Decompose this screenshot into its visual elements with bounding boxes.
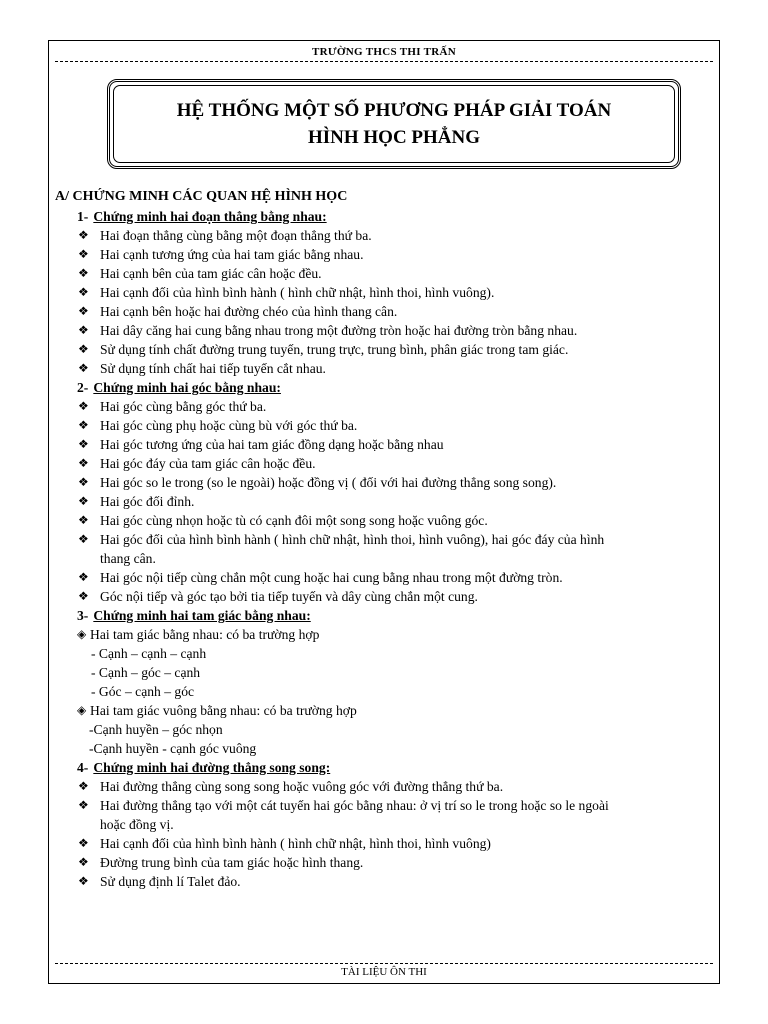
- list-item: ❖ Hai góc so le trong (so le ngoài) hoặc đồng vị ( đối với hai đường thẳng song song).: [78, 475, 557, 490]
- subsection-heading: Chứng minh hai tam giác bằng nhau:: [93, 608, 311, 623]
- four-diamond-bullet-icon: ❖: [78, 418, 89, 432]
- list-item: ❖ Hai góc cùng nhọn hoặc tù có cạnh đôi một song song hoặc vuông góc.: [78, 513, 488, 528]
- four-diamond-bullet-icon: ❖: [78, 513, 89, 527]
- four-diamond-bullet-icon: ❖: [78, 494, 89, 508]
- list-item: ❖ Hai góc nội tiếp cùng chắn một cung hoặc hai cung bằng nhau trong một đường tròn.: [78, 570, 563, 585]
- footer-text: TÀI LIỆU ÔN THI: [341, 966, 427, 978]
- four-diamond-bullet-icon: ❖: [78, 532, 89, 546]
- list-item: ◈ Hai tam giác vuông bằng nhau: có ba trường hợp: [77, 703, 357, 718]
- section-title: A/ CHỨNG MINH CÁC QUAN HỆ HÌNH HỌC: [55, 189, 348, 204]
- list-item: ❖ Hai đoạn thẳng cùng bằng một đoạn thẳng thứ ba.: [78, 228, 372, 243]
- subsection-number: 3-: [77, 608, 89, 623]
- list-item: ❖ Sử dụng tính chất đường trung tuyến, trung trực, trung bình, phân giác trong tam giác.: [78, 342, 569, 357]
- subsection-number: 4-: [77, 760, 89, 775]
- four-diamond-bullet-icon: ❖: [78, 323, 89, 337]
- title-line-1: HỆ THỐNG MỘT SỐ PHƯƠNG PHÁP GIẢI TOÁN: [176, 100, 612, 121]
- four-diamond-bullet-icon: ❖: [78, 304, 89, 318]
- four-diamond-bullet-icon: ❖: [78, 285, 89, 299]
- title-line-2: HÌNH HỌC PHẲNG: [307, 127, 481, 148]
- list-item: ❖ Hai góc đối của hình bình hành ( hình chữ nhật, hình thoi, hình vuông), hai góc đáy của hình thang cân.: [78, 532, 605, 566]
- list-item: ❖ Hai góc tương ứng của hai tam giác đồng dạng hoặc bằng nhau: [78, 437, 444, 452]
- four-diamond-bullet-icon: ❖: [78, 874, 89, 888]
- list-item: ❖ Đường trung bình của tam giác hoặc hình thang.: [78, 855, 364, 870]
- diamond-bullet-icon: ◈: [77, 627, 87, 641]
- subsection-3-title: [55, 606, 711, 625]
- list-item: ❖ Sử dụng tính chất hai tiếp tuyến cắt nhau.: [78, 361, 326, 376]
- title-box: [107, 79, 681, 169]
- four-diamond-bullet-icon: ❖: [78, 779, 89, 793]
- subsection-2-title: [55, 378, 711, 397]
- diamond-bullet-icon: ◈: [77, 703, 87, 717]
- footer-divider: [55, 963, 713, 964]
- list-item: -Cạnh huyền – góc nhọn: [89, 722, 223, 737]
- subsection-heading: Chứng minh hai góc bằng nhau:: [93, 380, 281, 395]
- list-item: - Góc – cạnh – góc: [91, 684, 195, 699]
- subsection-heading: Chứng minh hai đoạn thẳng bằng nhau:: [93, 209, 327, 224]
- list-item: - Cạnh – cạnh – cạnh: [91, 646, 207, 661]
- list-item: ❖ Hai góc cùng phụ hoặc cùng bù với góc thứ ba.: [78, 418, 358, 433]
- four-diamond-bullet-icon: ❖: [78, 589, 89, 603]
- page-frame: [48, 40, 720, 984]
- header-divider: [55, 61, 713, 62]
- list-item: ❖ Góc nội tiếp và góc tạo bởi tia tiếp tuyến và dây cùng chắn một cung.: [78, 589, 478, 604]
- list-item: ❖ Hai cạnh bên hoặc hai đường chéo của hình thang cân.: [78, 304, 398, 319]
- four-diamond-bullet-icon: ❖: [78, 342, 89, 356]
- four-diamond-bullet-icon: ❖: [78, 399, 89, 413]
- subsection-1-title: [55, 207, 711, 226]
- list-item: ❖ Hai cạnh tương ứng của hai tam giác bằng nhau.: [78, 247, 364, 262]
- four-diamond-bullet-icon: ❖: [78, 475, 89, 489]
- four-diamond-bullet-icon: ❖: [78, 855, 89, 869]
- list-item: ❖ Hai cạnh đối của hình bình hành ( hình chữ nhật, hình thoi, hình vuông).: [78, 285, 495, 300]
- subsection-heading: Chứng minh hai đường thẳng song song:: [93, 760, 331, 775]
- list-item: ❖ Hai cạnh bên của tam giác cân hoặc đều.: [78, 266, 322, 281]
- header-school: TRƯỜNG THCS THI TRẤN: [311, 46, 457, 58]
- four-diamond-bullet-icon: ❖: [78, 247, 89, 261]
- four-diamond-bullet-icon: ❖: [78, 266, 89, 280]
- list-item: ❖ Hai góc đáy của tam giác cân hoặc đều.: [78, 456, 316, 471]
- four-diamond-bullet-icon: ❖: [78, 437, 89, 451]
- subsection-number: 2-: [77, 380, 89, 395]
- four-diamond-bullet-icon: ❖: [78, 456, 89, 470]
- list-item: ❖ Hai góc đối đỉnh.: [78, 494, 195, 509]
- subsection-4-title: [55, 758, 711, 777]
- list-item: ❖ Hai đường thẳng tạo với một cát tuyến hai góc bằng nhau: ở vị trí so le trong hoặc so le ngoài hoặc đồng vị.: [78, 798, 609, 832]
- list-item: ❖ Hai cạnh đối của hình bình hành ( hình chữ nhật, hình thoi, hình vuông): [78, 836, 491, 851]
- list-item: ❖ Hai dây căng hai cung bằng nhau trong một đường tròn hoặc hai đường tròn bằng nhau.: [78, 323, 578, 338]
- four-diamond-bullet-icon: ❖: [78, 361, 89, 375]
- content: [55, 187, 711, 891]
- four-diamond-bullet-icon: ❖: [78, 798, 89, 812]
- list-item: -Cạnh huyền - cạnh góc vuông: [89, 741, 257, 756]
- list-item: - Cạnh – góc – cạnh: [91, 665, 201, 680]
- list-item: ❖ Sử dụng định lí Talet đảo.: [78, 874, 241, 889]
- list-item: ❖ Hai đường thẳng cùng song song hoặc vuông góc với đường thẳng thứ ba.: [78, 779, 504, 794]
- four-diamond-bullet-icon: ❖: [78, 228, 89, 242]
- four-diamond-bullet-icon: ❖: [78, 570, 89, 584]
- list-item: ❖ Hai góc cùng bằng góc thứ ba.: [78, 399, 267, 414]
- subsection-number: 1-: [77, 209, 89, 224]
- four-diamond-bullet-icon: ❖: [78, 836, 89, 850]
- list-item: ◈ Hai tam giác bằng nhau: có ba trường hợp: [77, 627, 320, 642]
